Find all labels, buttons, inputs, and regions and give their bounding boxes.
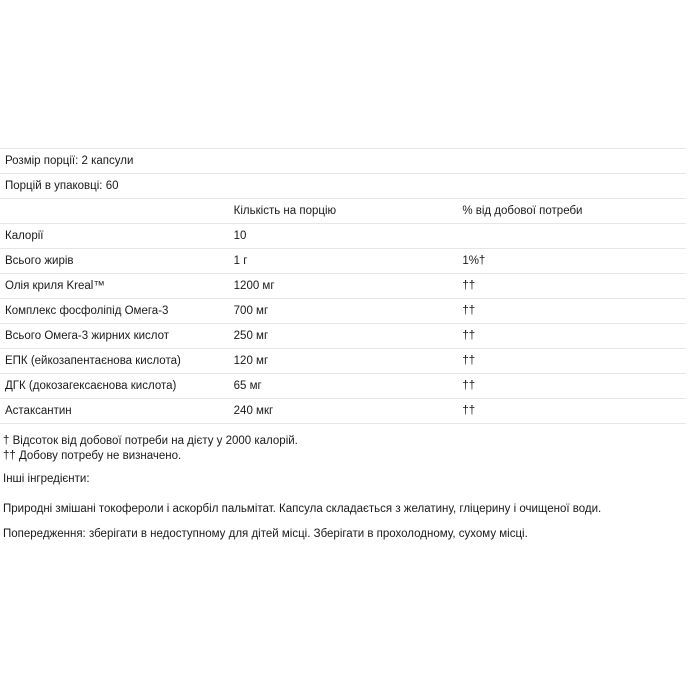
footnote-not-established: †† Добову потребу не визначено. <box>3 450 182 462</box>
table-row <box>0 374 686 399</box>
footnote-daily-value: † Відсоток від добової потреби на дієту у 2000 калорій. <box>3 435 298 447</box>
serving-size-row <box>0 149 686 174</box>
nutrient-amount: 120 мг <box>229 349 458 374</box>
nutrient-name: Олія криля Kreal™ <box>0 274 229 299</box>
table-row <box>0 349 686 374</box>
nutrient-name: Всього Омега-3 жирних кислот <box>0 324 229 349</box>
nutrient-daily-value: †† <box>457 299 686 324</box>
table-row <box>0 299 686 324</box>
header-daily-value: % від добової потреби <box>457 199 686 224</box>
nutrient-name: ДГК (докозагексаєнова кислота) <box>0 374 229 399</box>
nutrient-name: ЕПК (ейкозапентаєнова кислота) <box>0 349 229 374</box>
nutrient-amount: 250 мг <box>229 324 458 349</box>
header-nutrient <box>0 199 229 224</box>
nutrient-amount: 65 мг <box>229 374 458 399</box>
other-ingredients-text: Природні змішані токофероли і аскорбіл пальмітат. Капсула складається з желатину, гліцерину і очищеної води. <box>3 503 602 515</box>
table-row <box>0 249 686 274</box>
nutrient-daily-value: 1%† <box>457 249 686 274</box>
table-row <box>0 399 686 424</box>
notes-section <box>0 434 686 542</box>
nutrient-amount: 1 г <box>229 249 458 274</box>
table-header-row <box>0 199 686 224</box>
nutrient-amount: 240 мкг <box>229 399 458 424</box>
table-row <box>0 274 686 299</box>
table-row <box>0 224 686 249</box>
servings-per-container: Порцій в упаковці: 60 <box>0 174 686 199</box>
header-amount: Кількість на порцію <box>229 199 458 224</box>
nutrient-name: Калорії <box>0 224 229 249</box>
storage-warning: Попередження: зберігати в недоступному для дітей місці. Зберігати в прохолодному, сухому місці. <box>3 528 528 540</box>
nutrient-name: Астаксантин <box>0 399 229 424</box>
table-row <box>0 324 686 349</box>
nutrient-daily-value: †† <box>457 274 686 299</box>
nutrient-daily-value <box>457 224 686 249</box>
nutrient-amount: 700 мг <box>229 299 458 324</box>
nutrient-amount: 10 <box>229 224 458 249</box>
nutrient-amount: 1200 мг <box>229 274 458 299</box>
supplement-facts-table <box>0 148 686 424</box>
nutrient-daily-value: †† <box>457 349 686 374</box>
nutrient-daily-value: †† <box>457 324 686 349</box>
nutrient-daily-value: †† <box>457 399 686 424</box>
nutrient-name: Всього жирів <box>0 249 229 274</box>
nutrient-name: Комплекс фосфоліпід Омега-3 <box>0 299 229 324</box>
servings-per-container-row <box>0 174 686 199</box>
serving-size: Розмір порції: 2 капсули <box>0 149 686 174</box>
nutrient-daily-value: †† <box>457 374 686 399</box>
other-ingredients-label: Інші інгредієнти: <box>3 473 90 485</box>
